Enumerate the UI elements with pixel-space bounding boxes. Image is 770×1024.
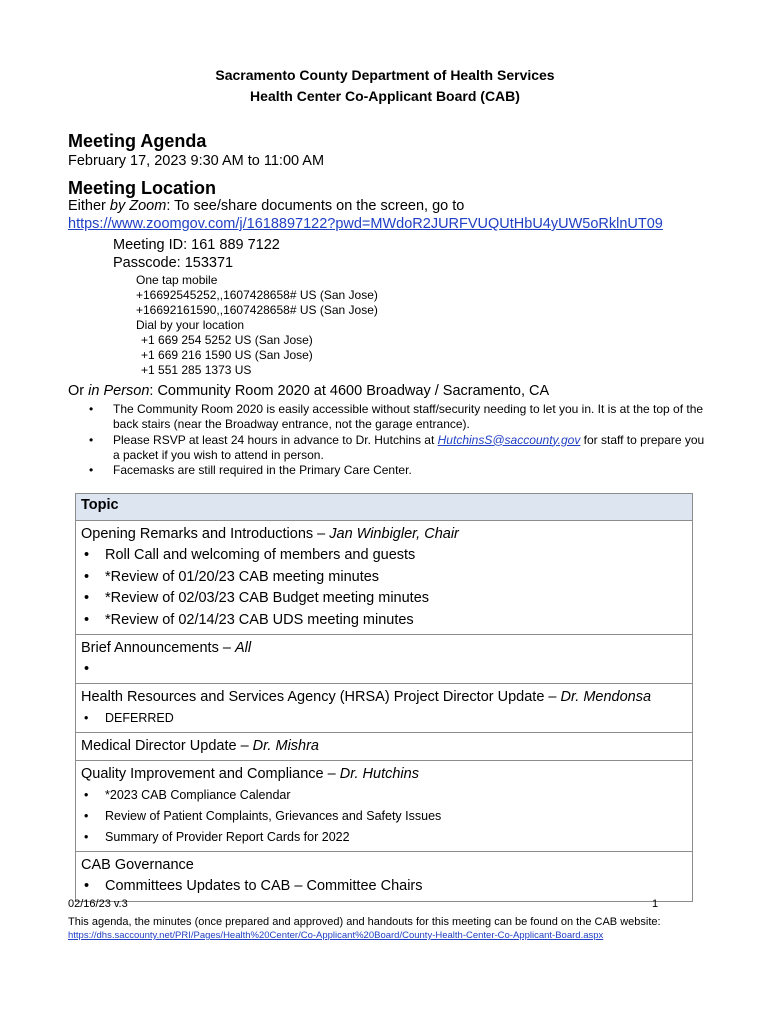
table-row xyxy=(76,684,693,733)
footer-note xyxy=(68,915,758,943)
list-item: • Summary of Provider Report Cards for 2022 xyxy=(81,827,687,848)
section-title: Brief Announcements – All xyxy=(81,640,252,656)
email-link[interactable]: HutchinsS@saccounty.gov xyxy=(437,432,581,447)
section-title: Health Resources and Services Agency (HRSA) Project Director Update – Dr. Mendonsa xyxy=(81,689,652,705)
table-row xyxy=(76,733,693,761)
list-item: • *2023 CAB Compliance Calendar xyxy=(81,785,687,806)
presenter: Dr. Mendonsa xyxy=(560,689,652,705)
document-header xyxy=(0,65,770,107)
table-row xyxy=(76,761,693,852)
list-item: • DEFERRED xyxy=(81,708,687,729)
section-items xyxy=(81,708,687,729)
list-item: • *Review of 02/14/23 CAB UDS meeting minutes xyxy=(81,610,687,632)
list-item xyxy=(81,659,687,680)
section-title: Opening Remarks and Introductions – Jan Winbigler, Chair xyxy=(81,526,459,542)
table-header-topic: Topic xyxy=(76,494,693,521)
presenter: All xyxy=(234,640,252,656)
dial-line: +16692545252,,1607428658# US (San Jose) xyxy=(136,288,378,302)
version-label: 02/16/23 v.3 xyxy=(68,898,128,910)
section-title: CAB Governance xyxy=(81,857,194,873)
rsvp-text: Please RSVP at least 24 hours in advance to Dr. Hutchins at xyxy=(113,432,438,447)
presenter: Dr. Mishra xyxy=(252,738,319,754)
dial-in-list xyxy=(136,273,378,378)
location-heading: Meeting Location xyxy=(68,178,216,198)
in-person-line xyxy=(68,383,549,399)
agenda-table xyxy=(75,493,693,902)
section-title: Medical Director Update – Dr. Mishra xyxy=(81,738,319,754)
passcode: Passcode: 153371 xyxy=(113,255,234,271)
agenda-heading: Meeting Agenda xyxy=(68,131,207,151)
section-items xyxy=(81,876,687,898)
department-title: Sacramento County Department of Health Services xyxy=(215,67,555,83)
dial-line: +1 551 285 1373 US xyxy=(141,363,252,377)
dial-line: +16692161590,,1607428658# US (San Jose) xyxy=(136,303,378,317)
table-row xyxy=(76,635,693,684)
zoom-credentials xyxy=(113,236,280,272)
in-person-text: : Community Room 2020 at 4600 Broadway / Sacramento, CA xyxy=(149,383,550,399)
cab-website-link[interactable]: https://dhs.saccounty.net/PRI/Pages/Health%20Center/Co-Applicant%20Board/County-Health-Center-Co-Applicant-Board.aspx xyxy=(68,930,604,941)
meeting-id: Meeting ID: 161 889 7122 xyxy=(113,237,280,253)
section-items xyxy=(81,785,687,848)
footer-text: This agenda, the minutes (once prepared and approved) and handouts for this meeting can be found on the CAB website: xyxy=(68,916,661,928)
dial-line: +1 669 254 5252 US (San Jose) xyxy=(141,333,313,347)
meeting-date: February 17, 2023 9:30 AM to 11:00 AM xyxy=(68,153,325,169)
table-row xyxy=(76,852,693,902)
section-title: Quality Improvement and Compliance – Dr. Hutchins xyxy=(81,766,419,782)
presenter: Dr. Hutchins xyxy=(339,766,419,782)
section-items xyxy=(81,659,687,680)
list-item: • Committees Updates to CAB – Committee Chairs xyxy=(81,876,687,898)
zoom-line xyxy=(68,198,464,214)
in-person-mode: in Person xyxy=(88,383,150,399)
dial-line: Dial by your location xyxy=(136,318,245,332)
list-item: • Review of Patient Complaints, Grievances and Safety Issues xyxy=(81,806,687,827)
list-item: • Roll Call and welcoming of members and guests xyxy=(81,545,687,567)
page-number: 1 xyxy=(652,898,659,910)
section-items xyxy=(81,545,687,631)
zoom-url-line xyxy=(68,216,663,232)
table-row xyxy=(76,521,693,635)
dial-line: One tap mobile xyxy=(136,273,218,287)
note-item: • Facemasks are still required in the Primary Care Center. xyxy=(86,463,706,478)
note-item: • The Community Room 2020 is easily accessible without staff/security needing to let you in. It is at the top of the back stairs (near the Broadway entrance, not the garage entrance). xyxy=(86,402,706,433)
zoom-mode: by Zoom xyxy=(109,198,167,214)
note-item xyxy=(86,433,706,464)
location-notes xyxy=(86,402,706,478)
list-item: • *Review of 01/20/23 CAB meeting minutes xyxy=(81,567,687,589)
zoom-link[interactable]: https://www.zoomgov.com/j/1618897122?pwd=MWdoR2JURFVUQUtHbU4yUW5oRklnUT09 xyxy=(68,216,663,232)
list-item: • *Review of 02/03/23 CAB Budget meeting minutes xyxy=(81,588,687,610)
zoom-text: : To see/share documents on the screen, go to xyxy=(166,198,465,214)
rsvp-text-after: for staff to prepare you a packet if you wish to attend in person. xyxy=(113,432,705,462)
in-person-prefix: Or xyxy=(68,383,89,399)
zoom-prefix: Either xyxy=(68,198,110,214)
board-title: Health Center Co-Applicant Board (CAB) xyxy=(250,88,520,104)
presenter: Jan Winbigler, Chair xyxy=(329,526,459,542)
dial-line: +1 669 216 1590 US (San Jose) xyxy=(141,348,313,362)
